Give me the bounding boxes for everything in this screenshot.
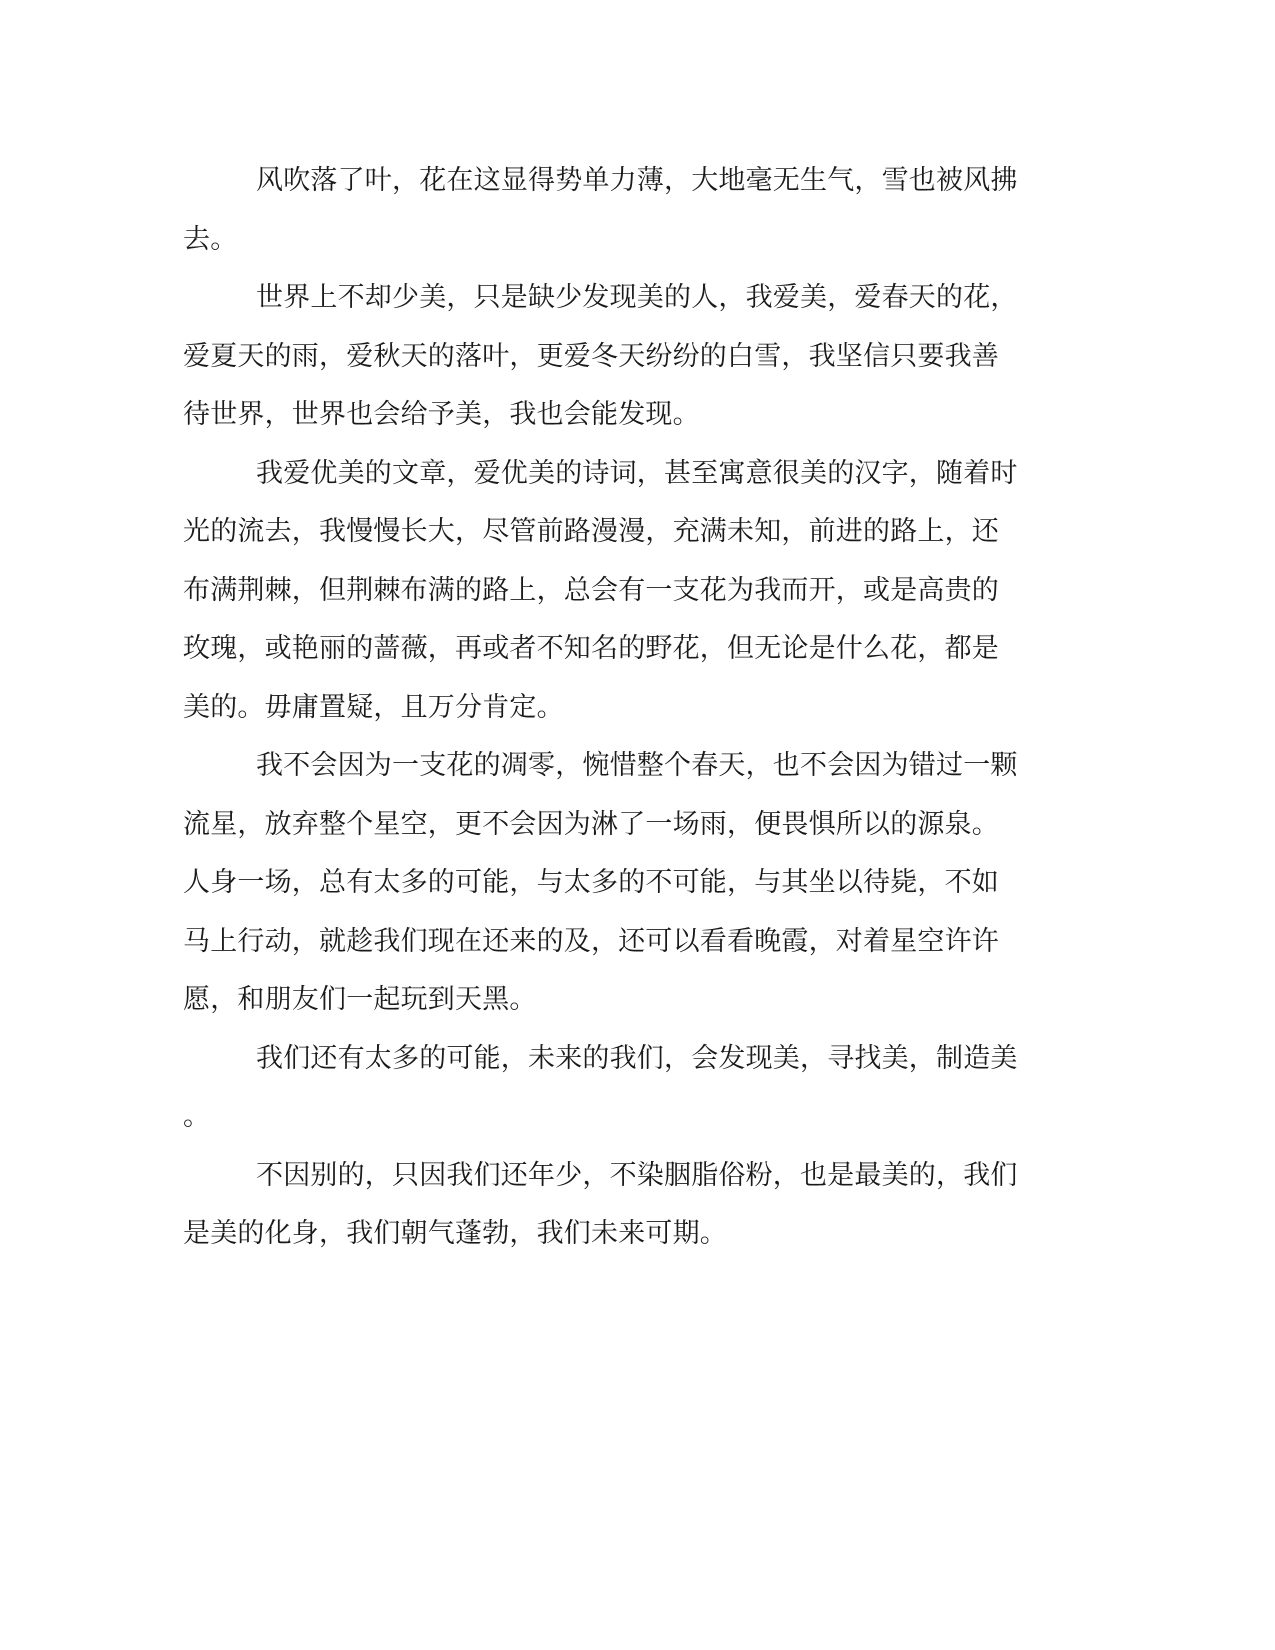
text-line: 我不会因为一支花的凋零，惋惜整个春天，也不会因为错过一颗: [256, 750, 1018, 781]
text-line: 我爱优美的文章，爱优美的诗词，甚至寓意很美的汉字，随着时: [256, 457, 1018, 489]
text-line: 爱夏天的雨，爱秋天的落叶，更爱冬天纷纷的白雪，我坚信只要我善: [183, 340, 999, 372]
text-line: 去。: [183, 223, 238, 255]
paragraph-6: [183, 1147, 1083, 1264]
text-line: 布满荆棘，但荆棘布满的路上，总会有一支花为我而开，或是高贵的: [183, 574, 999, 606]
document-page: [183, 152, 1083, 1264]
paragraph-1: [183, 152, 1083, 269]
text-line: 我们还有太多的可能，未来的我们，会发现美，寻找美，制造美: [256, 1042, 1018, 1074]
text-line: 。: [183, 1101, 211, 1132]
text-line: 不因别的，只因我们还年少，不染胭脂俗粉，也是最美的，我们: [256, 1159, 1018, 1191]
text-line: 待世界，世界也会给予美，我也会能发现。: [183, 399, 700, 430]
text-line: 是美的化身，我们朝气蓬勃，我们未来可期。: [183, 1218, 727, 1249]
text-line: 马上行动，就趁我们现在还来的及，还可以看看晚霞，对着星空许许: [183, 925, 999, 957]
text-line: 愿，和朋友们一起玩到天黑。: [183, 984, 537, 1015]
text-line: 流星，放弃整个星空，更不会因为淋了一场雨，便畏惧所以的源泉。: [183, 808, 999, 840]
text-line: 美的。毋庸置疑，且万分肯定。: [183, 691, 564, 723]
paragraph-2: [183, 269, 1083, 445]
text-line: 玫瑰，或艳丽的蔷薇，再或者不知名的野花，但无论是什么花，都是: [183, 633, 999, 664]
text-line: 风吹落了叶，花在这显得势单力薄，大地毫无生气，雪也被风拂: [256, 165, 1018, 196]
paragraph-4: [183, 737, 1083, 1030]
text-line: 人身一场，总有太多的可能，与太多的不可能，与其坐以待毙，不如: [183, 867, 999, 898]
paragraph-3: [183, 445, 1083, 738]
text-line: 光的流去，我慢慢长大，尽管前路漫漫，充满未知，前进的路上，还: [183, 516, 999, 547]
text-line: 世界上不却少美，只是缺少发现美的人，我爱美，爱春天的花，: [256, 282, 1018, 313]
paragraph-5: [183, 1030, 1083, 1147]
